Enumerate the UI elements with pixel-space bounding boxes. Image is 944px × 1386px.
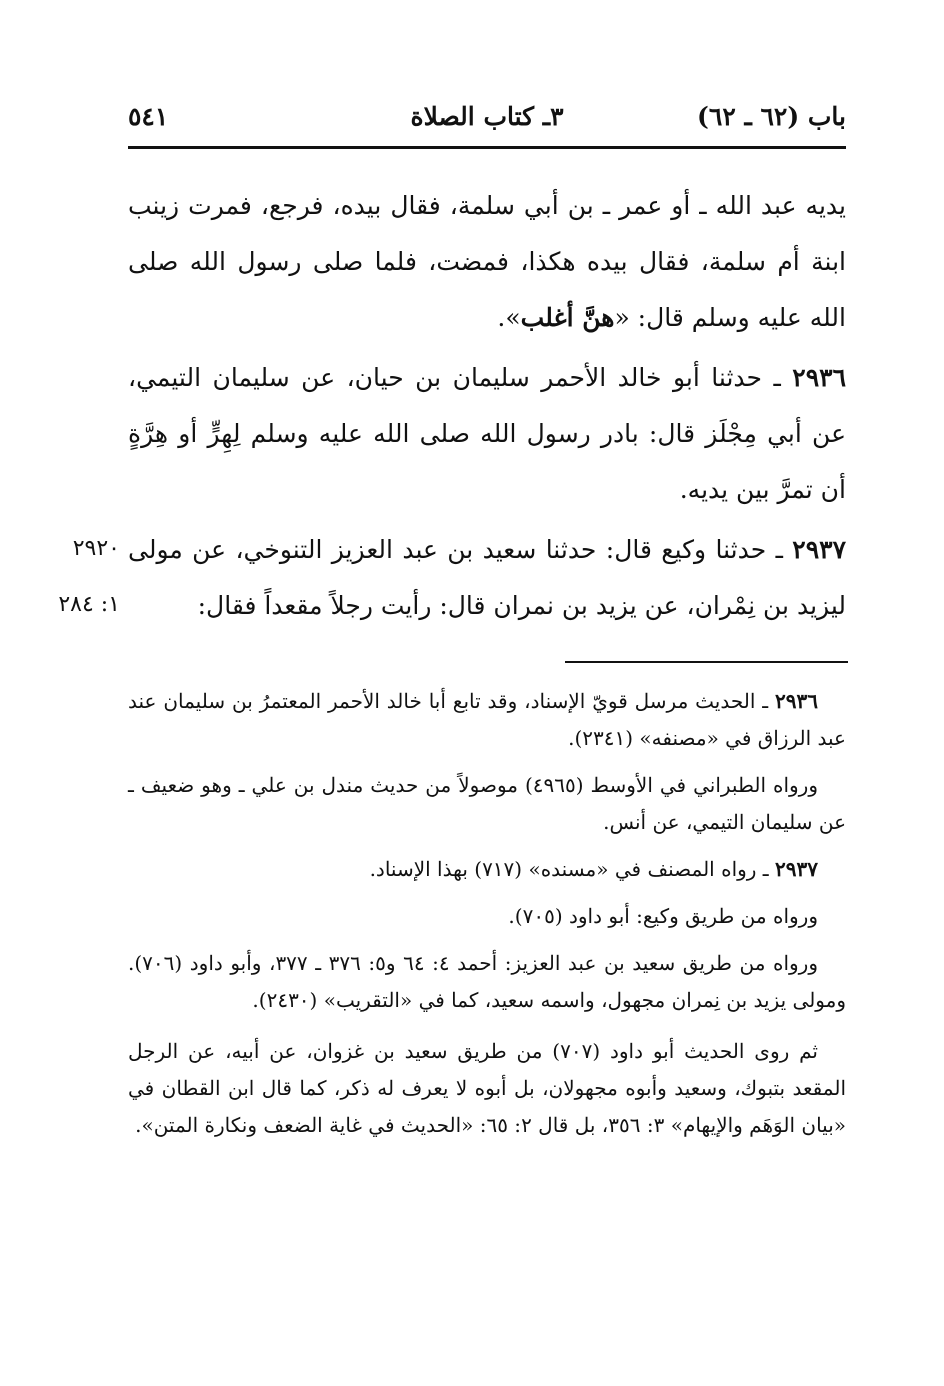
footnote bbox=[128, 945, 846, 1019]
footnote-text: ورواه من طريق سعيد بن عبد العزيز: أحمد ٤: ٦٤ و٥: ٣٧٦ ـ ٣٧٧، وأبو داود (٧٠٦). ومولى يزيد بن نِمران مجهول، واسمه سعيد، كما في «التقريب» (٢٤٣٠). bbox=[128, 951, 846, 1012]
page-number: ٥٤١ bbox=[128, 102, 169, 131]
book-title: ٣ـ كتاب الصلاة bbox=[410, 102, 564, 131]
hadith-number: ٢٩٣٦ bbox=[792, 363, 846, 392]
hadith-2936 bbox=[128, 350, 846, 518]
hadith-number: ٢٩٣٧ bbox=[792, 535, 846, 564]
chapter-heading: باب (٦٢ ـ ٦٢) bbox=[697, 102, 846, 131]
footnote bbox=[128, 683, 846, 757]
footnote-text: ثم روى الحديث أبو داود (٧٠٧) من طريق سعيد بن غزوان، عن أبيه، عن الرجل المقعد بتبوك، وسعيد وأبوه مجهولان، بل أبوه لا يعرف له ذكر، كما قال ابن القطان في «بيان الوَهَم والإيهام» ٣: ٣٥٦، بل قال ٢: ٦٥: «الحديث في غاية الضعف ونكارة المتن». bbox=[128, 1039, 846, 1137]
paragraph-text: يديه عبد الله ـ أو عمر ـ بن أبي سلمة، فقال بيده، فرجع، فمرت زينب ابنة أم سلمة، فقال بيده هكذا، فمضت، فلما صلى رسول الله صلى الله عليه وسلم قال: « bbox=[128, 191, 846, 332]
footnote bbox=[128, 898, 846, 935]
margin-reference: ٢٩٢٠ bbox=[72, 536, 120, 561]
footnote-number: ٢٩٣٧ bbox=[775, 857, 818, 881]
hadith-text: ـ حدثنا وكيع قال: حدثنا سعيد بن عبد العزيز التنوخي، عن مولى ليزيد بن نِمْران، عن يزيد بن نمران قال: رأيت رجلاً مقعداً فقال: bbox=[128, 535, 846, 620]
footnote bbox=[128, 767, 846, 841]
paragraph-end: ». bbox=[497, 303, 521, 332]
footnote-text: ورواه الطبراني في الأوسط (٤٩٦٥) موصولاً من حديث مندل بن علي ـ وهو ضعيف ـ عن سليمان التيمي، عن أنس. bbox=[128, 773, 846, 834]
header-rule bbox=[128, 146, 846, 149]
paragraph-continuation bbox=[128, 178, 846, 346]
hadith-2937 bbox=[128, 522, 846, 634]
running-header bbox=[128, 98, 846, 142]
footnote bbox=[128, 1033, 846, 1144]
quoted-saying: هنَّ أغلب bbox=[520, 303, 615, 332]
footnote-text: ورواه من طريق وكيع: أبو داود (٧٠٥). bbox=[508, 904, 818, 928]
footnote-rule bbox=[565, 661, 848, 663]
main-text bbox=[128, 178, 846, 346]
footnote-text: ـ رواه المصنف في «مسنده» (٧١٧) بهذا الإسناد. bbox=[369, 857, 776, 881]
margin-reference: ١: ٢٨٤ bbox=[58, 592, 120, 617]
footnote-text: ـ الحديث مرسل قويّ الإسناد، وقد تابع أبا خالد الأحمر المعتمرُ بن سليمان عند عبد الرزاق في «مصنفه» (٢٣٤١). bbox=[128, 689, 846, 750]
footnote-number: ٢٩٣٦ bbox=[775, 689, 818, 713]
footnotes bbox=[128, 683, 846, 1144]
footnote bbox=[128, 851, 846, 888]
hadith-text: ـ حدثنا أبو خالد الأحمر سليمان بن حيان، عن سليمان التيمي، عن أبي مِجْلَز قال: بادر رسول الله صلى الله عليه وسلم لِهِرٍّ أو هِرَّةٍ أن تمرَّ بين يديه. bbox=[128, 363, 846, 504]
